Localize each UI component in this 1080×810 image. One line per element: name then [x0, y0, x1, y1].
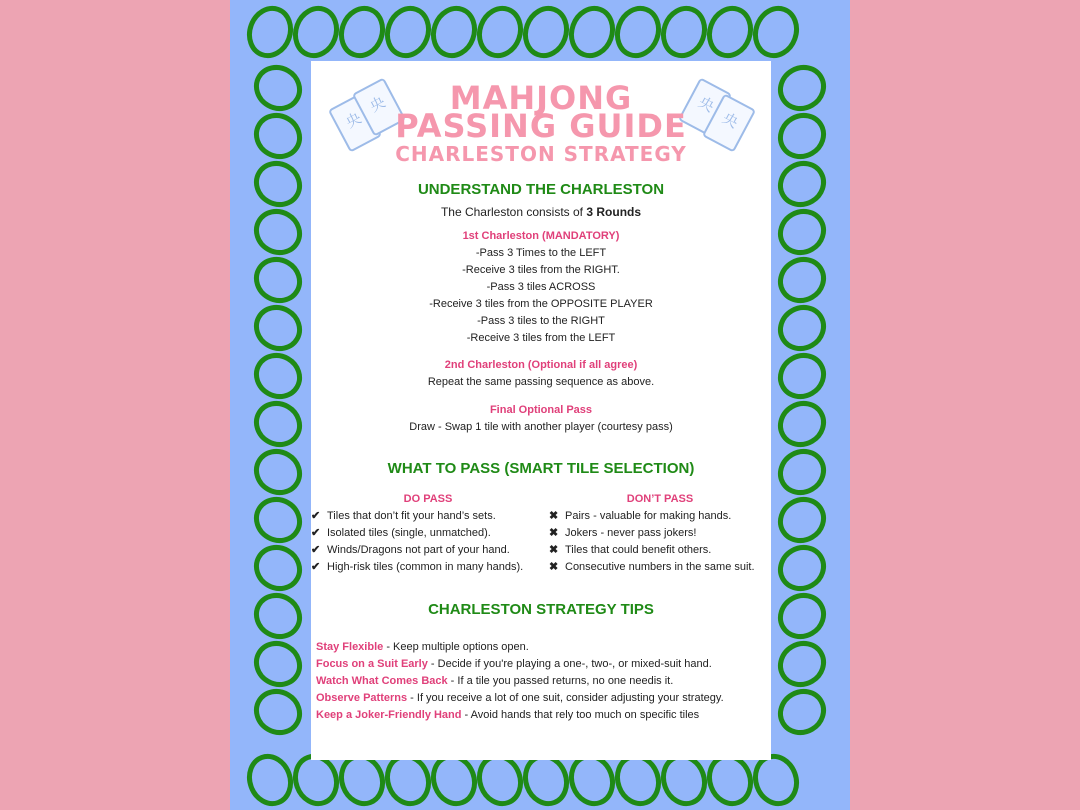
strategy-tips-list [316, 639, 768, 724]
first-charleston-step: -Pass 3 tiles ACROSS [486, 281, 596, 293]
first-charleston-step: -Pass 3 tiles to the RIGHT [477, 315, 605, 327]
guide-sheet [311, 61, 771, 760]
check-icon: ✔ [311, 510, 321, 522]
section-heading-tips: CHARLESTON STRATEGY TIPS [428, 601, 654, 618]
intro-text: The Charleston consists of 3 Rounds [440, 205, 642, 219]
do-pass-item-text: Tiles that don’t fit your hand’s sets. [327, 510, 496, 522]
tip-text: - If you receive a lot of one suit, consider adjusting your strategy. [407, 692, 724, 704]
title-mahjong: MAHJONG [449, 79, 633, 117]
check-icon: ✔ [311, 527, 321, 539]
first-charleston-step: -Receive 3 tiles from the LEFT [466, 332, 616, 344]
do-pass-item-text: Winds/Dragons not part of your hand. [327, 544, 510, 556]
section-heading-understand: UNDERSTAND THE CHARLESTON [417, 181, 665, 198]
dont-pass-item-text: Consecutive numbers in the same suit. [565, 561, 755, 573]
tip-text: - Avoid hands that rely too much on specific tiles [461, 709, 700, 721]
dont-pass-list [549, 508, 771, 576]
section-heading-what-to-pass: WHAT TO PASS (SMART TILE SELECTION) [387, 460, 695, 477]
do-pass-item [311, 525, 543, 542]
tip-item [316, 639, 768, 656]
final-pass-text: Draw - Swap 1 tile with another player (courtesy pass) [409, 421, 673, 433]
mahjong-tile-icon: 央 [678, 77, 732, 136]
tip-text: - Decide if you're playing a one-, two-, or mixed-suit hand. [427, 658, 712, 670]
x-icon: ✖ [549, 527, 559, 539]
subtitle-charleston-strategy: CHARLESTON STRATEGY [395, 142, 687, 166]
first-charleston-heading: 1st Charleston (MANDATORY) [462, 230, 620, 242]
tip-label: Observe Patterns [316, 692, 408, 704]
check-icon: ✔ [311, 544, 321, 556]
do-pass-item [311, 508, 543, 525]
first-charleston-step: -Receive 3 tiles from the OPPOSITE PLAYER [429, 298, 653, 310]
x-icon: ✖ [549, 561, 559, 573]
first-charleston-step: -Receive 3 tiles from the RIGHT. [462, 264, 620, 276]
tip-item [316, 707, 768, 724]
dont-pass-item-text: Tiles that could benefit others. [565, 544, 712, 556]
tip-label: Keep a Joker-Friendly Hand [316, 709, 462, 721]
x-icon: ✖ [549, 510, 559, 522]
second-charleston-heading: 2nd Charleston (Optional if all agree) [444, 359, 638, 371]
mahjong-tile-icon: 央 [702, 93, 756, 152]
title-passing-guide: PASSING GUIDE [395, 107, 687, 145]
do-pass-heading: DO PASS [403, 493, 453, 505]
first-charleston-steps [311, 245, 771, 347]
tip-item [316, 673, 768, 690]
dont-pass-column [549, 491, 771, 576]
tip-label: Stay Flexible [316, 641, 384, 653]
dont-pass-item-text: Jokers - never pass jokers! [565, 527, 697, 539]
do-pass-column [311, 491, 543, 576]
tip-text: - If a tile you passed returns, no one needis it. [447, 675, 674, 687]
check-icon: ✔ [311, 561, 321, 573]
do-pass-item-text: Isolated tiles (single, unmatched). [327, 527, 491, 539]
do-pass-item [311, 559, 543, 576]
x-icon: ✖ [549, 544, 559, 556]
dont-pass-item [549, 559, 771, 576]
dont-pass-item [549, 508, 771, 525]
tip-item [316, 656, 768, 673]
dont-pass-item [549, 542, 771, 559]
tip-text: - Keep multiple options open. [383, 641, 529, 653]
second-charleston-text: Repeat the same passing sequence as above. [427, 376, 655, 388]
final-pass-heading: Final Optional Pass [489, 404, 593, 416]
do-pass-list [311, 508, 543, 576]
do-pass-item-text: High-risk tiles (common in many hands). [327, 561, 524, 573]
mahjong-tile-icon: 央 [352, 77, 406, 136]
tip-label: Focus on a Suit Early [316, 658, 428, 670]
first-charleston-step: -Pass 3 Times to the LEFT [475, 247, 607, 259]
do-pass-item [311, 542, 543, 559]
dont-pass-heading: DON’T PASS [626, 493, 694, 505]
mahjong-tile-icon: 央 [328, 93, 382, 152]
tip-item [316, 690, 768, 707]
dont-pass-item-text: Pairs - valuable for making hands. [565, 510, 732, 522]
tip-label: Watch What Comes Back [316, 675, 448, 687]
dont-pass-item [549, 525, 771, 542]
